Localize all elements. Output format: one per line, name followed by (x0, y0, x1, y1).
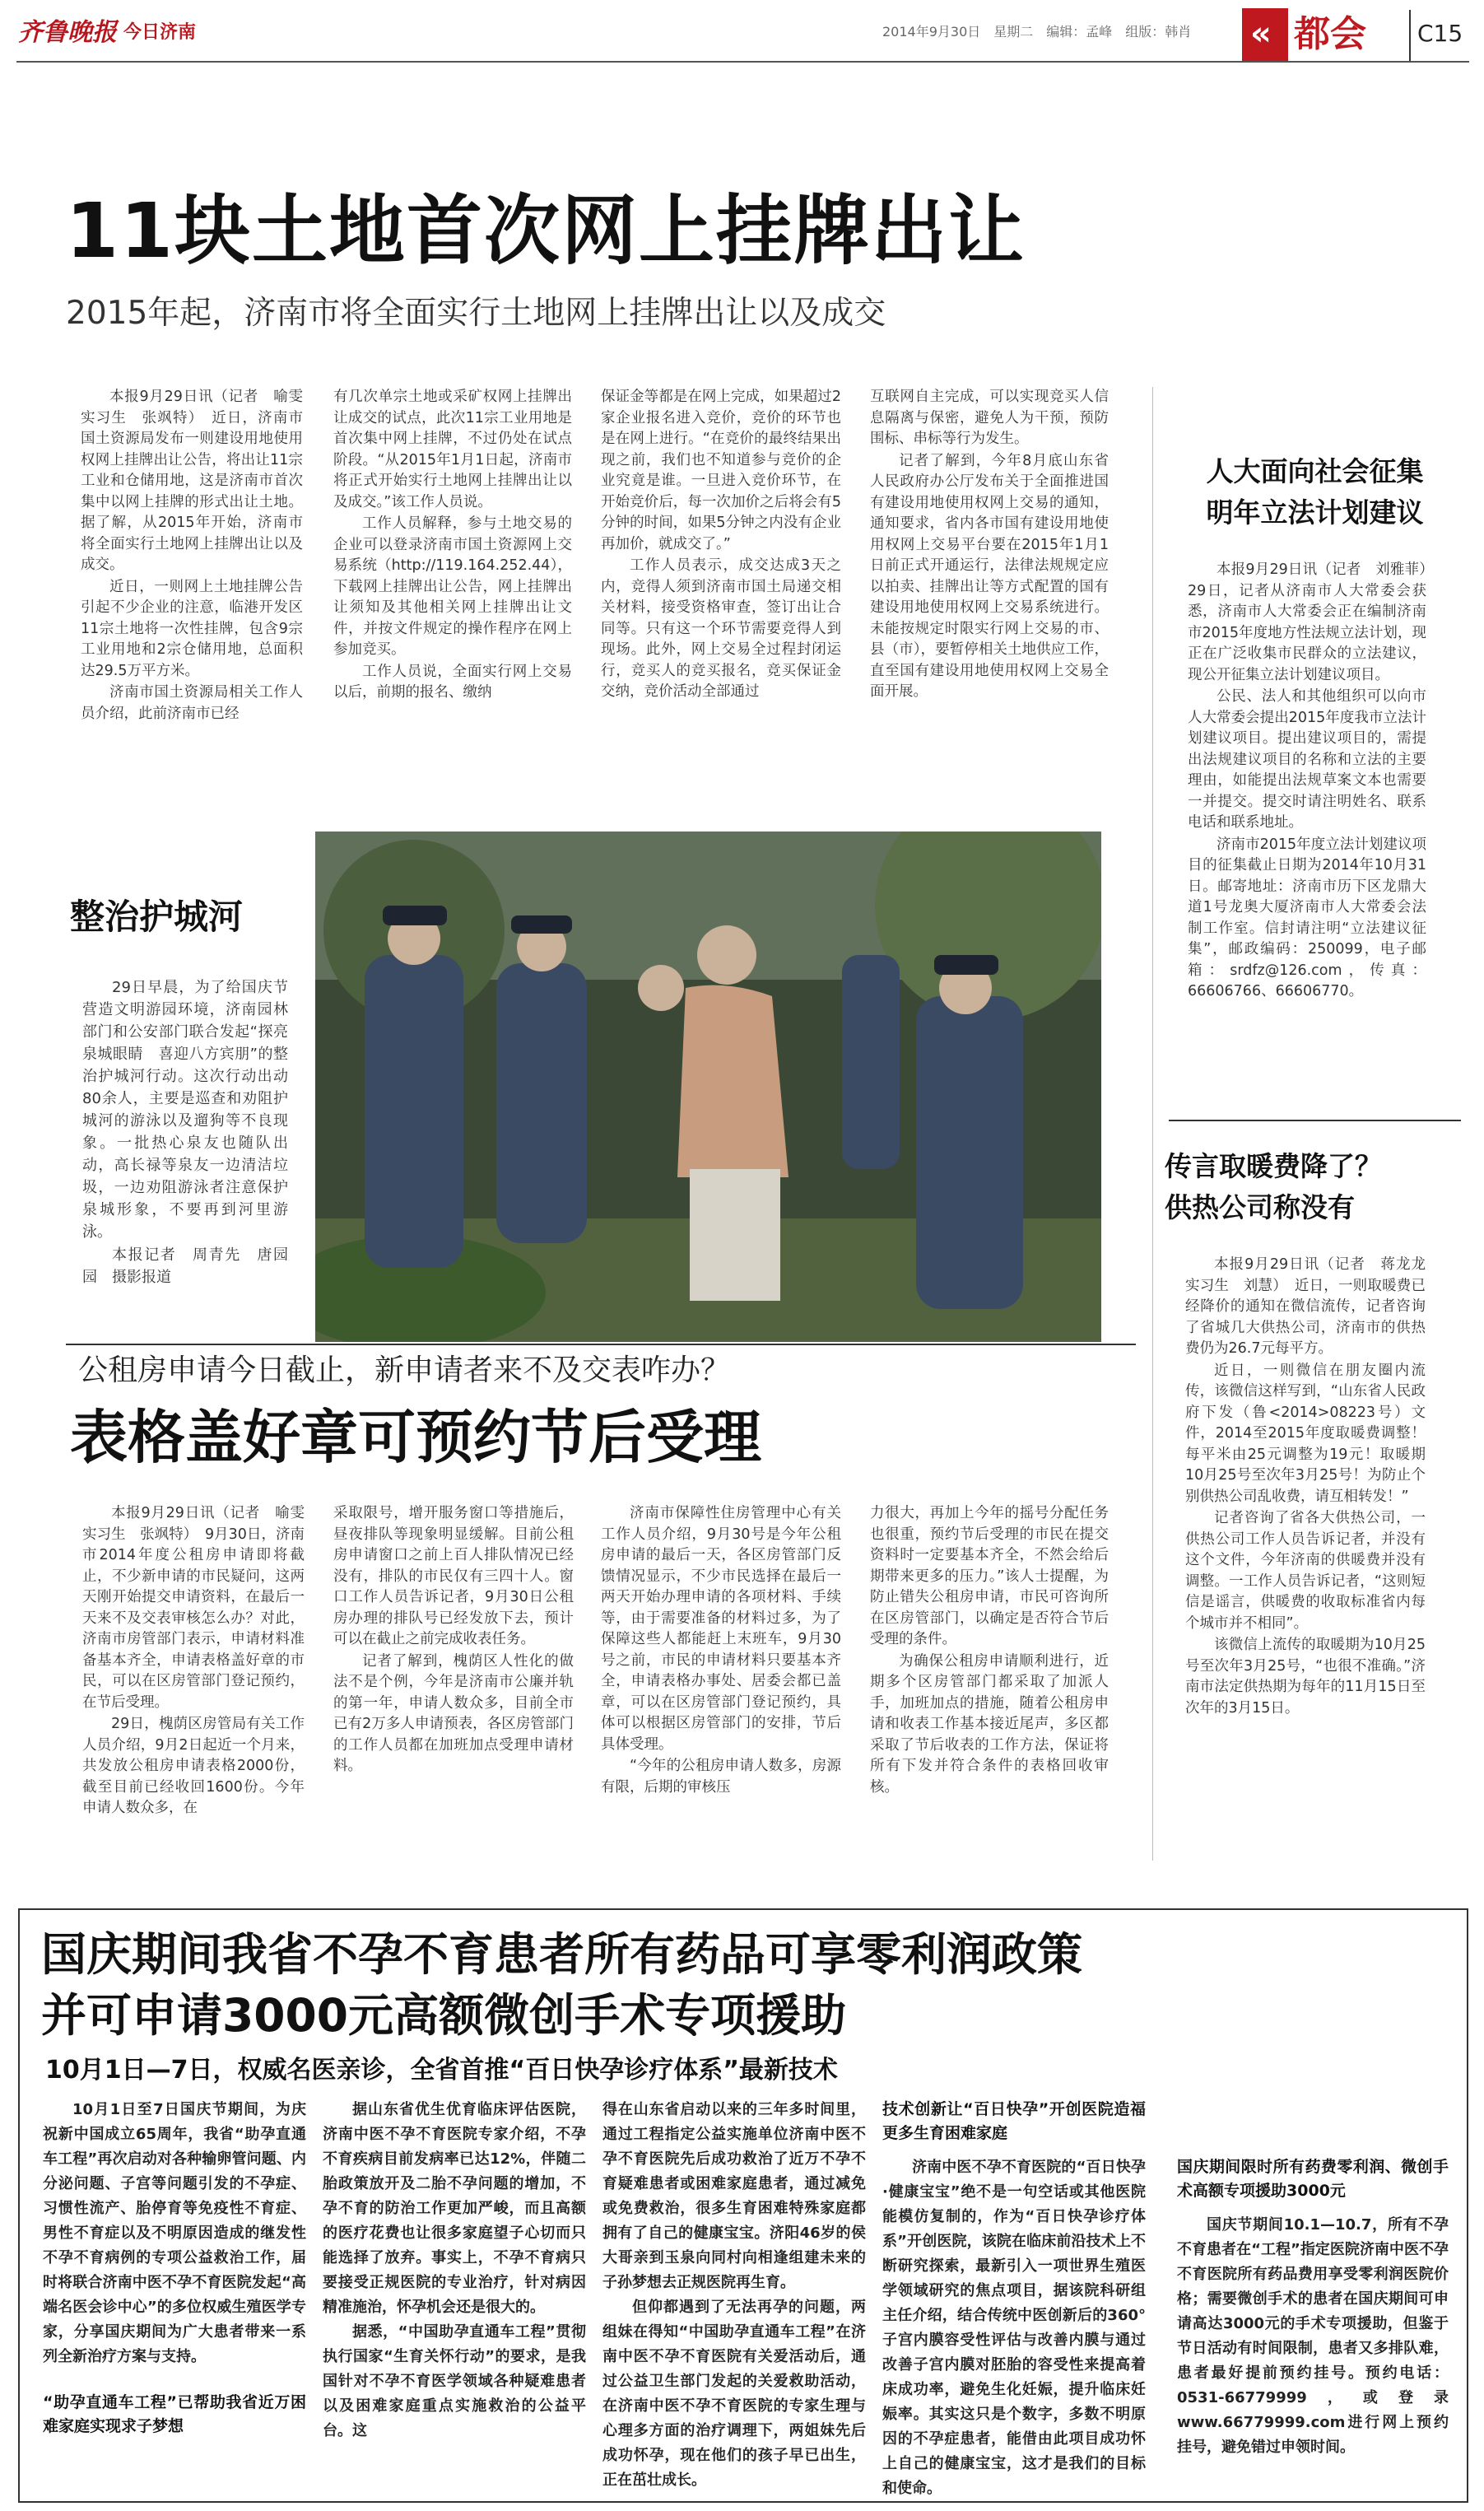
section-name: 今日济南 (123, 22, 197, 43)
photo-headline: 整治护城河 (70, 897, 244, 937)
ad-column-2 (323, 2098, 586, 2443)
ad-column-1 (43, 2098, 306, 2439)
chevron-left-icon: « (1250, 15, 1272, 53)
paragraph: 保证金等都是在网上完成，如果超过2家企业报名进入竞价，竞价的环节也是在网上进行。“在竞价的最终结果出现之前，我们也不知道参与竞价的企业究竟是谁。一旦进入竞价环节，在开始竞价后，每一次加价之后将会有5分钟的时间，如果5分钟之内没有企业再加价，就成交了。” (601, 389, 841, 552)
ad-subheadline: 10月1日—7日，权威名医亲诊，全省首推“百日快孕诊疗体系”最新技术 (45, 2056, 838, 2085)
paragraph: 据悉，“中国助孕直通车工程”贯彻执行国家“生育关怀行动”的要求，是我国针对不孕不育医学领域各种疑难患者以及困难家庭重点实施救治的公益平台。这 (323, 2323, 586, 2439)
paragraph: 工作人员解释，参与土地交易的企业可以登录济南市国土资源网上交易系统（http://119.164.252.44），下载网上挂牌出让公告，网上挂牌出让须知及其他相关网上挂牌出让文件，并按文件规定的操作程序在网上参加竞买。 (333, 515, 572, 658)
paragraph: 记者了解到，今年8月底山东省人民政府办公厅发布关于全面推进国有建设用地使用权网上交易的通知，通知要求，省内各市国有建设用地使用权网上交易平台要在2015年1月1日前正式开通运行，法律法规规定应以拍卖、挂牌出让等方式配置的国有建设用地使用权网上交易系统进行。未能按规定时限实行网上交易的市、县（市），要暂停相关土地供应工作，直至国有建设用地使用权网上交易全面开展。 (870, 452, 1109, 700)
lead-column-3 (601, 387, 841, 704)
photo-scene (315, 832, 1101, 1342)
paragraph: 有几次单宗土地或采矿权网上挂牌出让成交的试点，此次11宗工业用地是首次集中网上挂牌，不过仍处在试点阶段。“从2015年1月1日起，济南市将正式开始实行土地网上挂牌出让以及成交。”该工作人员说。 (333, 389, 572, 510)
caption-text: 29日早晨，为了给国庆节营造文明游园环境，济南园林部门和公安部门联合发起“探亮泉城眼睛 喜迎八方宾朋”的整治护城河行动。这次行动出动80余人，主要是巡查和劝阻护城河的游泳以及遛狗等不良现象。一批热心泉友也随队出动，高长禄等泉友一边清洁垃圾，一边劝阻游泳者注意保护泉城形象，不要再到河里游泳。 (82, 979, 288, 1241)
paragraph: 为确保公租房申请顺利进行，近期多个区房管部门都采取了加派人手，加班加点的措施，随着公租房申请和收表工作基本接近尾声，多区都采取了节后收表的工作方法，保证将所有下发并符合条件的表格回收审核。 (870, 1652, 1109, 1796)
paragraph: 济南市保障性住房管理中心有关工作人员介绍，9月30号是今年公租房申请的最后一天，各区房管部门反馈情况显示，不少市民选择在最后一两天开始办理申请的各项材料、手续等，由于需要准备的材料过多，为了保障这些人都能赶上末班车，9月30号之前，市民的申请材料只要基本齐全，申请表格办事处、居委会都已盖章，可以在区房管部门登记预约，具体可以根据区房管部门的安排，节后具体受理。 (601, 1505, 841, 1753)
headline-line: 人大面向社会征集 (1206, 455, 1424, 487)
ad-column-heading: 国庆期间限时所有药费零利润、微创手术高额专项援助3000元 (1177, 2158, 1449, 2200)
paragraph: 本报9月29日讯（记者 刘雅菲） 29日，记者从济南市人大常委会获悉，济南市人大常委会正在编制济南市2015年度地方性法规立法计划，现正在广泛收集市民群众的立法建议，现公开征集立法计划建议项目。 (1188, 561, 1441, 683)
story2-column-1 (82, 1503, 319, 1820)
section-badge-label: 都会 (1294, 13, 1366, 55)
photo-caption (82, 976, 288, 1289)
paragraph: 工作人员表示，成交达成3天之内，竞得人须到济南市国土局递交相关材料，接受资格审查，签订出让合同等。只有这一个环节需要竞得人到现场。此外，网上交易全过程封闭运行，竞买人的竞买报名，竞买保证金交纳，竞价活动全部通过 (601, 557, 841, 700)
sidebar-divider (1152, 387, 1153, 1861)
headline-line: 传言取暖费降了？ (1165, 1150, 1382, 1182)
story2-headline: 表格盖好章可预约节后受理 (70, 1404, 761, 1471)
paragraph: 本报9月29日讯（记者 蒋龙龙 实习生 刘慧） 近日，一则取暖费已经降价的通知在微信流传，记者咨询了省城几大供热公司，济南市的供热费仍为26.7元每平方。 (1185, 1256, 1440, 1357)
paragraph: 29日，槐荫区房管局有关工作人员介绍，9月2日起近一个月来，共发放公租房申请表格2000份，截至目前已经收回1600份。今年申请人数众多，在 (82, 1716, 305, 1816)
paragraph: 记者了解到，槐荫区人性化的做法不是个例，今年是济南市公廉并轨的第一年，申请人数众多，目前全市已有2万多人申请预表，各区房管部门的工作人员都在加班加点受理申请材料。 (333, 1652, 574, 1774)
section-badge (1242, 8, 1288, 61)
headline-line: 明年立法计划建议 (1206, 496, 1424, 529)
news-photo (315, 832, 1101, 1342)
sidebar-headline-1 (1165, 451, 1465, 533)
lead-subheadline: 2015年起，济南市将全面实行土地网上挂牌出让以及成交 (66, 295, 886, 332)
story2-column-3 (601, 1503, 841, 1799)
paragraph: 近日，一则网上土地挂牌公告引起不少企业的注意，临港开发区11宗土地将一次性挂牌，包含9宗工业用地和2宗仓储用地，总面积达29.5万平方米。 (81, 578, 303, 679)
paragraph: 公民、法人和其他组织可以向市人大常委会提出2015年度我市立法计划建议项目。提出建议项目的，需提出法规建议项目的名称和立法的主要理由，如能提出法规草案文本也需要一并提交。提交时请注明姓名、联系电话和联系地址。 (1188, 688, 1426, 831)
story2-column-4 (870, 1503, 1109, 1799)
lead-column-4 (870, 387, 1109, 704)
sidebar-headline-2 (1165, 1146, 1449, 1228)
lead-headline: 11块土地首次网上挂牌出让 (66, 187, 1026, 275)
paragraph: 但仰都遇到了无法再孕的问题，两组妹在得知“中国助孕直通车工程”在济南中医不孕不育医院有关爱活动后，通过公益卫生部门发起的关爱救助活动，在济南中医不孕不育医院的专家生理与心理多方面的治疗调理下，两姐妹先后成功怀孕，现在他们的孩子早已出生，正在茁壮成长。 (602, 2299, 866, 2489)
header-divider (1409, 10, 1411, 61)
ad-headline-1: 国庆期间我省不孕不育患者所有药品可享零利润政策 (41, 1928, 1083, 1981)
headline-line: 供热公司称没有 (1165, 1191, 1355, 1223)
ad-column-4 (882, 2098, 1146, 2501)
ad-column-heading: “助孕直通车工程”已帮助我省近万困难家庭实现求子梦想 (43, 2393, 306, 2435)
lead-column-2 (333, 387, 572, 705)
story2-kicker: 公租房申请今日截止，新申请者来不及交表咋办？ (78, 1353, 731, 1387)
story2-rule (66, 1344, 1136, 1345)
paragraph: “今年的公租房申请人数多，房源有限，后期的审核压 (601, 1758, 841, 1796)
sidebar-story-1 (1188, 560, 1441, 1004)
paragraph: 记者咨询了省各大供热公司，一供热公司工作人员告诉记者，并没有这个文件，今年济南的供暖费并没有调整。一工作人员告诉记者，“这则短信是谣言，供暖费的收取标准省内每个城市并不相同”。 (1185, 1510, 1426, 1632)
paragraph: 10月1日至7日国庆节期间，为庆祝新中国成立65周年，我省“助孕直通车工程”再次启动对各种输卵管问题、内分泌问题、子宫等问题引发的不孕症、习惯性流产、胎停育等免疫性不育症、男性不育症以及不明原因造成的继发性不孕不育病例的专项公益救治工作，届时将联合济南中医不孕不育医院发起“高端名医会诊中心”的多位权威生殖医学专家，分享国庆期间为广大患者带来一系列全新治疗方案与支持。 (43, 2101, 306, 2365)
paragraph: 工作人员说，全面实行网上交易以后，前期的报名、缴纳 (333, 663, 572, 701)
paragraph: 济南市2015年度立法计划建议项目的征集截止日期为2014年10月31日。邮寄地址：济南市历下区龙鼎大道1号龙奥大厦济南市人大常委会法制工作室。信封请注明“立法建议征集”，邮政编码：250099，电子邮箱：srdfz@126.com，传真：66606766、66606770。 (1188, 836, 1426, 999)
paragraph: 据山东省优生优育临床评估医院，济南中医不孕不育医院专家介绍，不孕不育疾病目前发病率已达12%，伴随二胎政策放开及二胎不孕问题的增加，不孕不育的防治工作更加严峻，而且高额的医疗花费也让很多家庭望子心切而只能选择了放弃。事实上，不孕不育病只要接受正规医院的专业治疗，针对病因精准施治，怀孕机会还是很大的。 (323, 2101, 586, 2316)
photo-credit: 本报记者 周青先 唐园园 摄影报道 (82, 1246, 288, 1286)
paragraph: 该微信上流传的取暖期为10月25号至次年3月25号，“也很不准确。”济南市法定供热期为每年的11月15日至次年的3月15日。 (1185, 1637, 1426, 1717)
lead-column-1 (81, 387, 318, 725)
ad-headline-2: 并可申请3000元高额微创手术专项援助 (41, 1989, 847, 2042)
paragraph: 本报9月29日讯（记者 喻雯 实习生 张飒特） 近日，济南市国土资源局发布一则建设用地使用权网上挂牌出让公告，将出让11宗工业和仓储用地，这是济南市首次集中以网上挂牌的形式出让土地。据了解，从2015年开始，济南市将全面实行土地网上挂牌出让以及成交。 (81, 389, 318, 573)
ad-column-5 (1177, 2098, 1449, 2460)
paragraph: 济南中医不孕不育医院的“百日快孕·健康宝宝”绝不是一句空话或其他医院能模仿复制的，作为“百日快孕诊疗体系”开创医院，该院在临床前沿技术上不断研究探索，最新引入一项世界生殖医学领域研究的焦点项目，据该院科研组主任介绍，结合传统中医创新后的360°子宫内膜容受性评估与改善内膜与通过改善子宫内膜对胚胎的容受性来提高着床成功率，避免生化妊娠，提升临床妊娠率。其实这只是个数字，多数不明原因的不孕症患者，能借由此项目成功怀上自己的健康宝宝，这才是我们的目标和使命。 (882, 2159, 1146, 2497)
ad-column-heading: 技术创新让“百日快孕”开创医院造福更多生育困难家庭 (882, 2100, 1146, 2142)
issue-meta: 2014年9月30日 星期二 编辑：孟峰 组版：韩肖 (882, 24, 1192, 40)
paragraph: 采取限号，增开服务窗口等措施后，昼夜排队等现象明显缓解。目前公租房申请窗口之前上百人排队情况已经没有，排队的市民仅有三四十人。窗口工作人员告诉记者，9月30日公租房办理的排队号已经发放下去，预计可以在截止之前完成收表任务。 (333, 1505, 574, 1647)
page-number: C15 (1417, 20, 1463, 47)
header-rule (16, 61, 1469, 63)
sidebar-rule (1169, 1120, 1461, 1121)
story2-column-2 (333, 1503, 574, 1778)
ad-column-3 (602, 2098, 866, 2493)
sidebar-story-2 (1185, 1255, 1440, 1720)
paragraph: 得在山东省启动以来的三年多时间里，通过工程指定公益实施单位济南中医不孕不育医院先后成功救治了近万不孕不育疑难患者或困难家庭患者，通过减免或免费救治，很多生育困难特殊家庭都拥有了自己的健康宝宝。济阳46岁的侯大哥亲到玉泉向同村向相逢组建未来的子孙梦想去正规医院再生育。 (602, 2101, 866, 2291)
paragraph: 国庆节期间10.1—10.7，所有不孕不育患者在“工程”指定医院济南中医不孕不育医院所有药品费用享受零利润医院价格；需要微创手术的患者在国庆期间可申请高达3000元的手术专项援助，但鉴于节日活动有时间限制，患者又多排队难，患者最好提前预约挂号。预约电话：0531-66779999，或登录www.66779999.com进行网上预约挂号，避免错过申领时间。 (1177, 2216, 1449, 2456)
paragraph: 互联网自主完成，可以实现竞买人信息隔离与保密，避免人为干预，预防围标、串标等行为发生。 (870, 389, 1109, 447)
paragraph: 近日，一则微信在朋友圈内流传，该微信这样写到，“山东省人民政府下发（鲁<2014>08223号）文件，2014至2015年度取暖费调整！每平米由25元调整为19元！取暖期10月25号至次年3月25号！为防止个别供热公司乱收费，请互相转发！” (1185, 1362, 1426, 1505)
masthead-brand: 齐鲁晚报 (18, 18, 117, 47)
paragraph: 力很大，再加上今年的摇号分配任务也很重，预约节后受理的市民在提交资料时一定要基本齐全，不然会给后期带来更多的压力。”该人士提醒，为防止错失公租房申请，市民可咨询所在区房管部门，以确定是否符合节后受理的条件。 (870, 1505, 1109, 1647)
paragraph: 本报9月29日讯（记者 喻雯 实习生 张飒特） 9月30日，济南市2014年度公租房申请即将截止，不少新申请的市民疑问，这两天刚开始提交申请资料，在最后一天来不及交表审核怎么办？对此，济南市房管部门表示，申请材料准备基本齐全，申请表格盖好章的市民，可以在区房管部门登记预约，在节后受理。 (82, 1505, 319, 1711)
paragraph: 济南市国土资源局相关工作人员介绍，此前济南市已经 (81, 684, 303, 722)
